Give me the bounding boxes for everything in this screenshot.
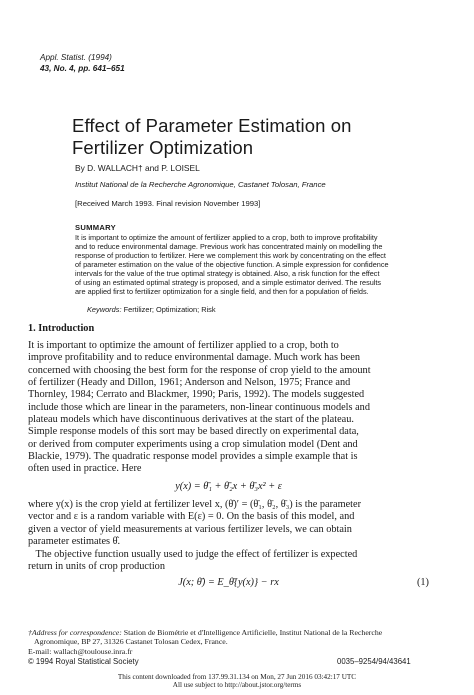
summary-line: It is important to optimize the amount of fertilizer applied to a crop, both to improve profitability bbox=[75, 233, 378, 242]
equation-quadratic-model: y(x) = θ̄₁ + θ̄₂x + θ̄₃x² + ε bbox=[175, 480, 282, 492]
terms-line: All use subject to http://about.jstor.org/terms bbox=[172, 681, 302, 689]
text-line: often used in practice. Here bbox=[28, 463, 142, 475]
issn: 0035–9254/94/43641 bbox=[337, 657, 411, 666]
text-line: It is important to optimize the amount of fertilizer applied to a crop, both to bbox=[28, 340, 339, 351]
footnote-label: †Address for correspondence: bbox=[28, 628, 122, 637]
summary-line: of using an estimated optimal strategy is proposed, and a simple estimator derived. The results bbox=[75, 278, 382, 287]
keywords-list: Fertilizer; Optimization; Risk bbox=[123, 305, 216, 314]
keywords bbox=[87, 305, 216, 314]
equation-objective-row bbox=[28, 577, 429, 590]
copyright: © 1994 Royal Statistical Society bbox=[28, 657, 139, 666]
summary-heading: SUMMARY bbox=[75, 223, 117, 232]
keywords-label: Keywords: bbox=[87, 305, 122, 314]
journal-volume: 43, No. 4, pp. 641–651 bbox=[40, 63, 125, 73]
journal-name: Appl. Statist. (1994) bbox=[40, 53, 112, 62]
text-line: return in units of crop production bbox=[28, 560, 165, 572]
summary-line: response of production to fertilizer. Here we complement this work by concentrating on the effect bbox=[75, 251, 386, 260]
equation-number: (1) bbox=[416, 577, 429, 589]
summary-line: and to reduce environmental damage. Previous work has concentrated mainly on modelling the bbox=[75, 242, 383, 251]
text-line: given a vector of yield measurements at various fertilizer levels, we can obtain bbox=[28, 523, 352, 535]
equation-objective-function: J(x; θ̄) = E_θ̄{y(x)} − rx bbox=[178, 577, 279, 589]
title-line: Effect of Parameter Estimation on bbox=[72, 115, 352, 136]
text-line: where y(x) is the crop yield at fertilizer level x, (θ̄)′ = (θ̄₁, θ̄₂, θ̄₃) is the parameter bbox=[28, 499, 362, 511]
text-line: improve profitability and to reduce environmental damage. Much work has been bbox=[28, 352, 360, 364]
summary-text bbox=[75, 233, 427, 296]
footnote-text: Station de Biométrie et d'Intelligence Artificielle, Institut National de la Recherche bbox=[121, 628, 383, 637]
text-line: The objective function usually used to judge the effect of fertilizer is expected bbox=[28, 548, 358, 560]
text-line: Thornley, 1984; Cerrato and Blackmer, 1990; Paris, 1992). The models suggested bbox=[28, 389, 365, 401]
text-line: include those which are linear in the parameters, non-linear continuous models and bbox=[28, 401, 370, 413]
authors: By D. WALLACH† and P. LOISEL bbox=[75, 163, 200, 173]
text-line: or derived from computer experiments using a crop simulation model (Dent and bbox=[28, 438, 358, 450]
summary-line: intervals for the value of the true optimal strategy is obtained. Also, a risk function for the effect bbox=[75, 269, 380, 278]
footnote-email: E-mail: wallach@toulouse.inra.fr bbox=[28, 646, 133, 656]
footnote-line: Agronomique, BP 27, 31326 Castanet Tolosan Cedex, France. bbox=[34, 637, 228, 647]
journal-citation bbox=[40, 53, 125, 74]
download-notice bbox=[0, 673, 474, 689]
received-dates: [Received March 1993. Final revision November 1993] bbox=[75, 199, 261, 208]
summary-line: are applied first to fertilizer optimization for a single field, and then for a population of fields. bbox=[75, 287, 369, 296]
intro-paragraph bbox=[28, 340, 429, 590]
paper-title bbox=[72, 115, 352, 159]
download-line: This content downloaded from 137.99.31.134 on Mon, 27 Jun 2016 03:42:17 UTC bbox=[117, 673, 357, 681]
correspondence-footnote bbox=[28, 628, 448, 656]
text-line: Blackie, 1979). The quadratic response model provides a simple example that is bbox=[28, 451, 358, 463]
text-line: Simple response models of this sort may be based directly on experimental data, bbox=[28, 426, 359, 438]
text-line: concerned with choosing the best form for the response of crop yield to the amount bbox=[28, 364, 371, 376]
text-line: plateau models which have discontinuous derivatives at the start of the plateau. bbox=[28, 414, 354, 426]
text-line: vector and ε is a random variable with E(ε) = 0. On the basis of this model, and bbox=[28, 511, 355, 523]
affiliation: Institut National de la Recherche Agronomique, Castanet Tolosan, France bbox=[75, 180, 326, 189]
footnote-line bbox=[28, 628, 448, 637]
text-line: of fertilizer (Heady and Dillon, 1961; Anderson and Nelson, 1975; France and bbox=[28, 377, 351, 389]
text-line: parameter estimates θ̂. bbox=[28, 536, 121, 548]
title-line: Fertilizer Optimization bbox=[72, 137, 254, 158]
section-heading: 1. Introduction bbox=[28, 323, 95, 334]
summary-line: of parameter estimation on the value of the objective function. A simple expression for confidence bbox=[75, 260, 389, 269]
